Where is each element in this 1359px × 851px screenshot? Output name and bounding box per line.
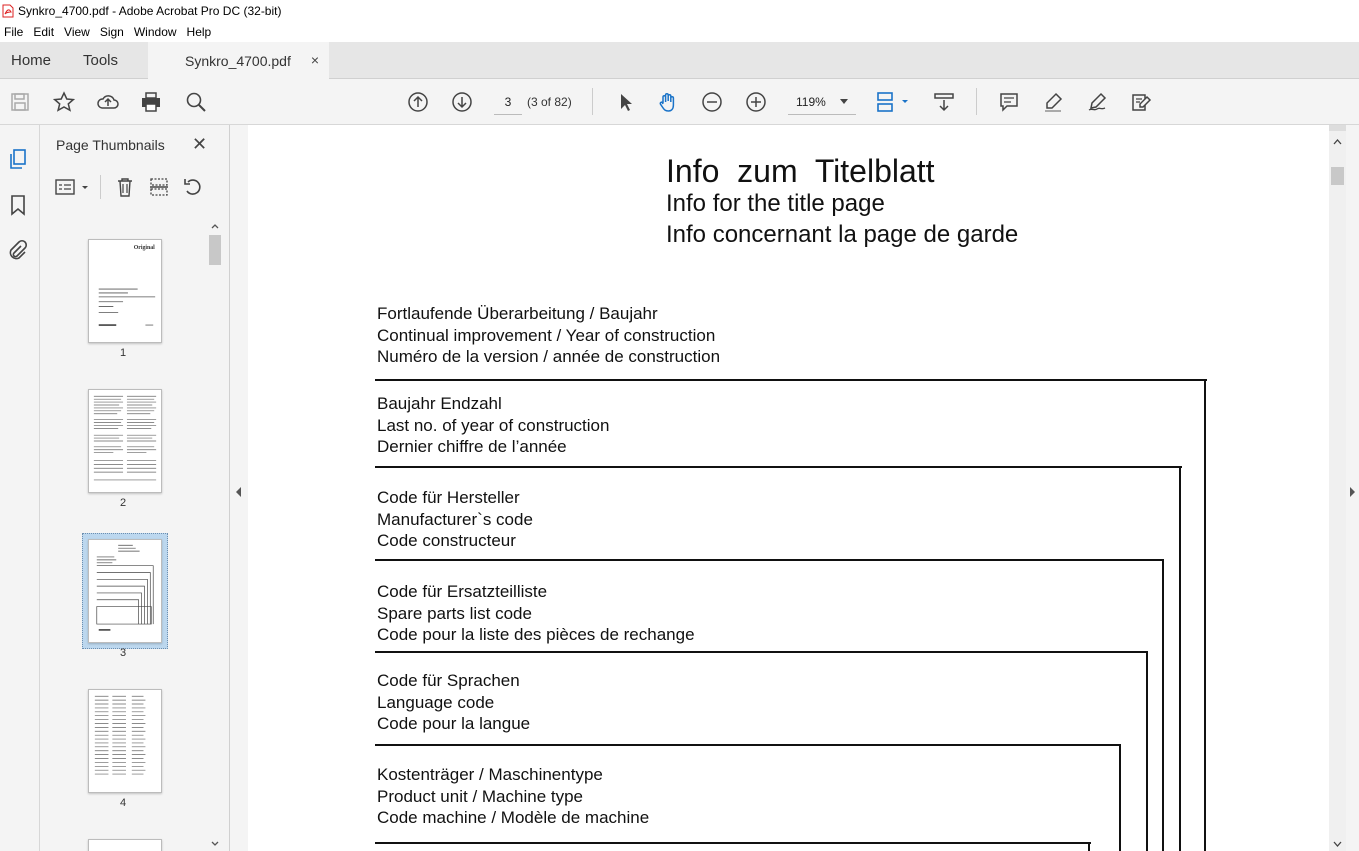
document-scrollbar[interactable] xyxy=(1329,125,1346,851)
page-heading: Info zum Titelblatt xyxy=(666,153,935,189)
print-icon[interactable] xyxy=(138,89,164,115)
scrollbar-thumb[interactable] xyxy=(209,235,221,265)
text-block: Fortlaufende Überarbeitung / Baujahr Continual improvement / Year of construction Numéro de la version / année de construction xyxy=(377,304,721,366)
text-block: Code für Sprachen Language code Code pour la langue xyxy=(377,671,531,733)
bracket-line xyxy=(375,651,1148,653)
page-thumbnail-selected[interactable] xyxy=(88,539,162,643)
rotate-icon[interactable] xyxy=(182,176,204,198)
scroll-down-icon[interactable] xyxy=(1329,837,1346,851)
title-bar xyxy=(0,0,1359,22)
text-block: Baujahr Endzahl Last no. of year of construction Dernier chiffre de l’année xyxy=(377,394,610,456)
page-layout-icon[interactable] xyxy=(874,89,912,115)
scroll-up-icon[interactable] xyxy=(208,219,222,233)
menu-file[interactable]: File xyxy=(4,25,24,39)
chevron-left-icon xyxy=(230,485,248,499)
toolbar-divider xyxy=(100,175,101,199)
thumbnail-toolbar xyxy=(40,167,230,207)
collapse-right-panel-handle[interactable] xyxy=(1346,125,1359,851)
bracket-line xyxy=(1162,559,1164,851)
bracket-line xyxy=(1204,379,1206,851)
options-menu-icon[interactable] xyxy=(54,176,90,198)
zoom-out-icon[interactable] xyxy=(699,89,725,115)
thumbnail-page-number: 4 xyxy=(119,797,127,809)
sign-icon[interactable] xyxy=(1084,89,1110,115)
upload-icon[interactable] xyxy=(95,89,121,115)
bracket-line xyxy=(375,379,1207,381)
tab-home[interactable]: Home xyxy=(11,52,52,69)
scroll-up-icon[interactable] xyxy=(1329,135,1346,149)
tab-document-label: Synkro_4700.pdf xyxy=(185,52,291,69)
search-icon[interactable] xyxy=(183,89,209,115)
text-block: Kostenträger / Maschinentype Product unit / Machine type Code machine / Modèle de machine xyxy=(377,765,650,827)
close-icon[interactable]: ✕ xyxy=(192,134,208,154)
thumbnail-page-number: 2 xyxy=(119,497,127,509)
page-number-input[interactable]: 3 xyxy=(494,89,522,115)
collapse-left-panel-handle[interactable] xyxy=(230,125,248,851)
attachment-icon[interactable] xyxy=(6,239,30,263)
page-subheading-en: Info for the title page xyxy=(666,190,885,217)
star-icon[interactable] xyxy=(51,89,77,115)
menu-edit[interactable]: Edit xyxy=(33,25,55,39)
thumbnail-list xyxy=(40,219,206,851)
zoom-level-value: 119% xyxy=(796,95,826,109)
chevron-down-icon xyxy=(840,99,848,104)
page-thumbnails-icon[interactable] xyxy=(6,147,30,171)
save-icon[interactable] xyxy=(7,89,33,115)
text-block: Code für Hersteller Manufacturer`s code Code constructeur xyxy=(377,488,533,550)
bracket-line xyxy=(375,744,1121,746)
bracket-line xyxy=(1088,842,1090,851)
document-viewport[interactable] xyxy=(248,125,1329,851)
zoom-level-select[interactable] xyxy=(788,89,856,115)
scroll-mode-icon[interactable] xyxy=(931,89,957,115)
tab-bar xyxy=(0,42,1359,79)
thumbnail-page-number: 1 xyxy=(119,347,127,359)
page-count-label: (3 of 82) xyxy=(527,95,572,109)
delete-page-icon[interactable] xyxy=(114,176,136,198)
window-title: Synkro_4700.pdf - Adobe Acrobat Pro DC (32-bit) xyxy=(18,4,282,18)
page-up-icon[interactable] xyxy=(405,89,431,115)
bracket-line xyxy=(1119,744,1121,851)
thumbnail-scrollbar[interactable] xyxy=(208,219,222,851)
page-subheading-fr: Info concernant la page de garde xyxy=(666,221,1019,248)
close-tab-icon[interactable]: × xyxy=(310,52,319,68)
menu-help[interactable]: Help xyxy=(186,25,212,39)
panel-title: Page Thumbnails xyxy=(56,137,165,153)
toolbar-divider xyxy=(976,88,977,115)
menu-bar xyxy=(0,22,1359,42)
edit-pdf-icon[interactable] xyxy=(1128,89,1154,115)
select-cursor-icon[interactable] xyxy=(612,89,638,115)
bracket-line xyxy=(375,466,1182,468)
zoom-in-icon[interactable] xyxy=(743,89,769,115)
hand-icon[interactable] xyxy=(655,89,681,115)
toolbar-divider xyxy=(592,88,593,115)
page-thumbnail[interactable] xyxy=(88,239,162,343)
menu-sign[interactable]: Sign xyxy=(99,25,124,39)
comment-icon[interactable] xyxy=(996,89,1022,115)
extract-page-icon[interactable] xyxy=(148,176,170,198)
bracket-line xyxy=(1146,651,1148,851)
scrollbar-top-cap xyxy=(1329,125,1346,131)
navigation-rail xyxy=(0,125,40,851)
tab-document[interactable] xyxy=(148,42,329,79)
menu-window[interactable]: Window xyxy=(133,25,177,39)
bookmark-icon[interactable] xyxy=(6,193,30,217)
page-thumbnail[interactable] xyxy=(88,389,162,493)
text-block: Code für Ersatzteilliste Spare parts list code Code pour la liste des pièces de rechange xyxy=(377,582,695,644)
chevron-right-icon xyxy=(1346,485,1359,499)
bracket-line xyxy=(1179,466,1181,851)
acrobat-icon xyxy=(2,4,14,18)
page-thumbnail[interactable] xyxy=(88,689,162,793)
thumbnail-page-number: 3 xyxy=(119,647,127,659)
tab-tools[interactable]: Tools xyxy=(83,52,119,69)
page-thumbnails-panel xyxy=(40,125,230,851)
menu-view[interactable]: View xyxy=(64,25,90,39)
highlight-icon[interactable] xyxy=(1040,89,1066,115)
bracket-line xyxy=(375,842,1091,844)
bracket-line xyxy=(375,559,1164,561)
scroll-down-icon[interactable] xyxy=(208,837,222,851)
scrollbar-thumb[interactable] xyxy=(1331,167,1344,185)
page-thumbnail[interactable] xyxy=(88,839,162,851)
page-down-icon[interactable] xyxy=(449,89,475,115)
svg-text:Original: Original xyxy=(133,245,155,252)
